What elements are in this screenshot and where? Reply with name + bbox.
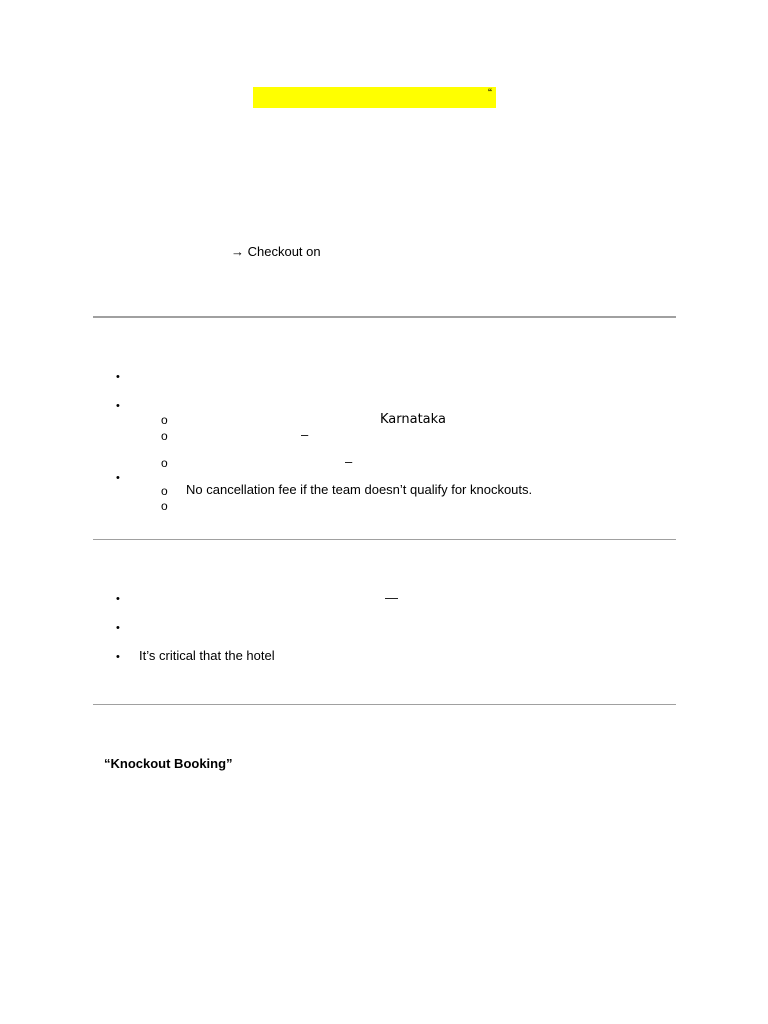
list-bullet-1: •: [116, 371, 120, 383]
en-dash-a: –: [301, 427, 309, 442]
knockout-booking-heading: “Knockout Booking”: [104, 756, 233, 771]
section-divider-1: [93, 316, 676, 318]
section-divider-2: [93, 539, 676, 540]
karnataka-text: Karnataka: [380, 412, 446, 427]
sub-bullet-3: o: [161, 456, 168, 470]
sub-bullet-1: o: [161, 413, 168, 427]
em-dash: —: [385, 590, 398, 605]
list-bullet-2: •: [116, 400, 120, 412]
sub-bullet-2: o: [161, 429, 168, 443]
sub-bullet-4: o: [161, 484, 168, 498]
list-bullet-5: •: [116, 622, 120, 634]
list-bullet-3: •: [116, 472, 120, 484]
highlighted-heading-bar: [253, 87, 496, 108]
en-dash-b: –: [345, 454, 353, 469]
opening-quote-mark: “: [488, 86, 492, 100]
checkout-line: → Checkout on: [231, 244, 321, 259]
no-cancellation-text: No cancellation fee if the team doesn’t qualify for knockouts.: [186, 482, 533, 497]
list-bullet-4: •: [116, 593, 120, 605]
section-divider-3: [93, 704, 676, 705]
sub-bullet-5: o: [161, 499, 168, 513]
critical-hotel-text: It’s critical that the hotel: [139, 648, 275, 663]
list-bullet-6: •: [116, 651, 120, 663]
